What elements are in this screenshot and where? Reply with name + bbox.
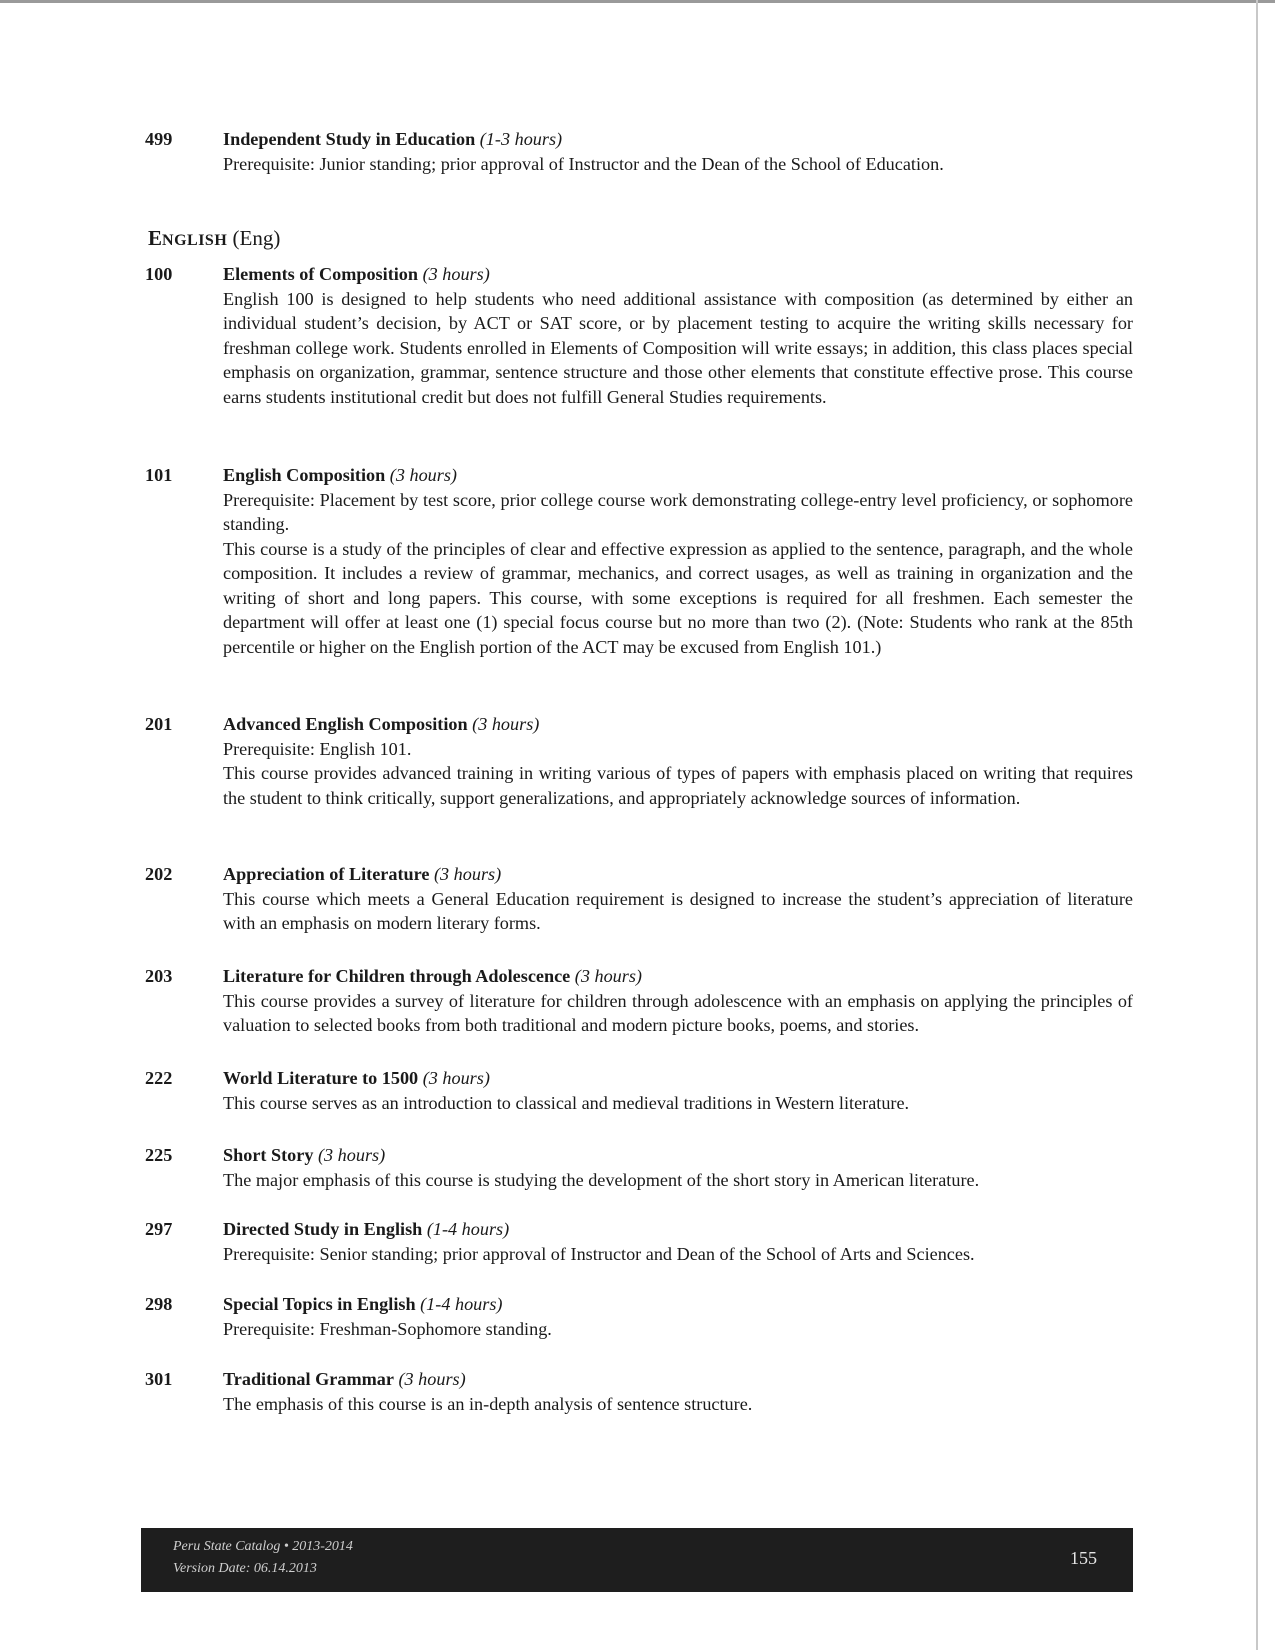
course-hours: (3 hours) bbox=[389, 465, 457, 485]
course-description: This course provides a survey of literature for children through adolescence with an emphasis on applying the principles of valuation to selected books from both traditional and modern picture books, poems, and stories. bbox=[223, 990, 1133, 1035]
course-hours: (3 hours) bbox=[574, 966, 642, 986]
course-description: This course serves as an introduction to classical and medieval traditions in Western literature. bbox=[223, 1092, 910, 1113]
course-description: English 100 is designed to help students who need additional assistance with composition (as determined by either an individual student’s decision, by ACT or SAT score, or by placement testing to acquire the writing skills necessary for freshman college work. Students enrolled in Elements of Composition will write essays; in addition, this class places special emphasis on organization, grammar, sentence structure and those other elements that constitute effective prose. This course earns students institutional credit but does not fulfill General Studies requirements. bbox=[223, 288, 1133, 407]
course-title: Appreciation of Literature bbox=[223, 864, 430, 884]
footer-version-date: Version Date: 06.14.2013 bbox=[173, 1561, 317, 1576]
course-hours: (1-4 hours) bbox=[426, 1219, 510, 1239]
course-description: The major emphasis of this course is studying the development of the short story in American literature. bbox=[223, 1169, 980, 1190]
course-title: Traditional Grammar bbox=[223, 1369, 394, 1389]
course-prerequisite: Prerequisite: English 101. bbox=[223, 738, 412, 759]
course-number: 225 bbox=[145, 1145, 173, 1165]
course-title: Short Story bbox=[223, 1145, 314, 1165]
course-title: Independent Study in Education bbox=[223, 129, 476, 149]
course-description: This course is a study of the principles of clear and effective expression as applied to the sentence, paragraph, and the whole composition. It includes a review of grammar, mechanics, and correct usages, as well as training in organization and the writing of short and long papers. This course, with some exceptions is required for all freshmen. Each semester the department will offer at least one (1) special focus course but no more than two (2). (Note: Students who rank at the 85th percentile or higher on the English portion of the ACT may be excused from English 101.) bbox=[223, 538, 1133, 657]
course-number: 101 bbox=[145, 465, 173, 485]
section-heading-english: ENGLISH (Eng) bbox=[148, 226, 281, 250]
course-description: Prerequisite: Junior standing; prior approval of Instructor and the Dean of the School of Education. bbox=[223, 153, 944, 174]
course-description: This course provides advanced training in writing various of types of papers with emphasis placed on writing that requires the student to think critically, support generalizations, and appropriately acknowledge sources of information. bbox=[223, 763, 1133, 808]
course-hours: (3 hours) bbox=[398, 1369, 466, 1389]
page-footer bbox=[141, 1528, 1133, 1592]
course-number: 100 bbox=[145, 264, 173, 284]
course-hours: (3 hours) bbox=[317, 1145, 386, 1165]
course-title: Special Topics in English bbox=[223, 1294, 416, 1314]
course-number: 202 bbox=[145, 864, 173, 884]
right-page-edge bbox=[1256, 0, 1258, 1650]
course-hours: (3 hours) bbox=[422, 1068, 490, 1088]
course-title: World Literature to 1500 bbox=[223, 1068, 419, 1088]
course-number: 201 bbox=[145, 714, 173, 734]
page-number: 155 bbox=[1070, 1548, 1097, 1568]
course-description: This course which meets a General Education requirement is designed to increase the student’s appreciation of literature with an emphasis on modern literary forms. bbox=[223, 888, 1133, 933]
course-hours: (3 hours) bbox=[433, 864, 502, 884]
course-hours: (3 hours) bbox=[422, 264, 490, 284]
course-prerequisite: Prerequisite: Senior standing; prior approval of Instructor and Dean of the School of Arts and Sciences. bbox=[223, 1243, 975, 1264]
course-title: Literature for Children through Adolescence bbox=[223, 966, 571, 986]
course-description: The emphasis of this course is an in-depth analysis of sentence structure. bbox=[223, 1393, 753, 1414]
course-title: Directed Study in English bbox=[223, 1219, 423, 1239]
course-number: 298 bbox=[145, 1294, 173, 1314]
course-hours: (1-3 hours) bbox=[479, 129, 563, 149]
course-number: 297 bbox=[145, 1219, 173, 1239]
course-number: 222 bbox=[145, 1068, 173, 1088]
course-number: 499 bbox=[145, 129, 173, 149]
course-prerequisite: Prerequisite: Placement by test score, prior college course work demonstrating college-entry level proficiency, or sophomore standing. bbox=[223, 489, 1133, 534]
course-title: English Composition bbox=[223, 465, 386, 485]
course-hours: (3 hours) bbox=[472, 714, 540, 734]
course-hours: (1-4 hours) bbox=[420, 1294, 503, 1314]
course-prerequisite: Prerequisite: Freshman-Sophomore standing. bbox=[223, 1318, 552, 1339]
course-number: 203 bbox=[145, 966, 173, 986]
top-page-edge bbox=[0, 0, 1275, 3]
course-number: 301 bbox=[145, 1369, 173, 1389]
course-title: Advanced English Composition bbox=[223, 714, 468, 734]
footer-catalog-title: Peru State Catalog • 2013-2014 bbox=[173, 1539, 353, 1554]
course-title: Elements of Composition bbox=[223, 264, 419, 284]
